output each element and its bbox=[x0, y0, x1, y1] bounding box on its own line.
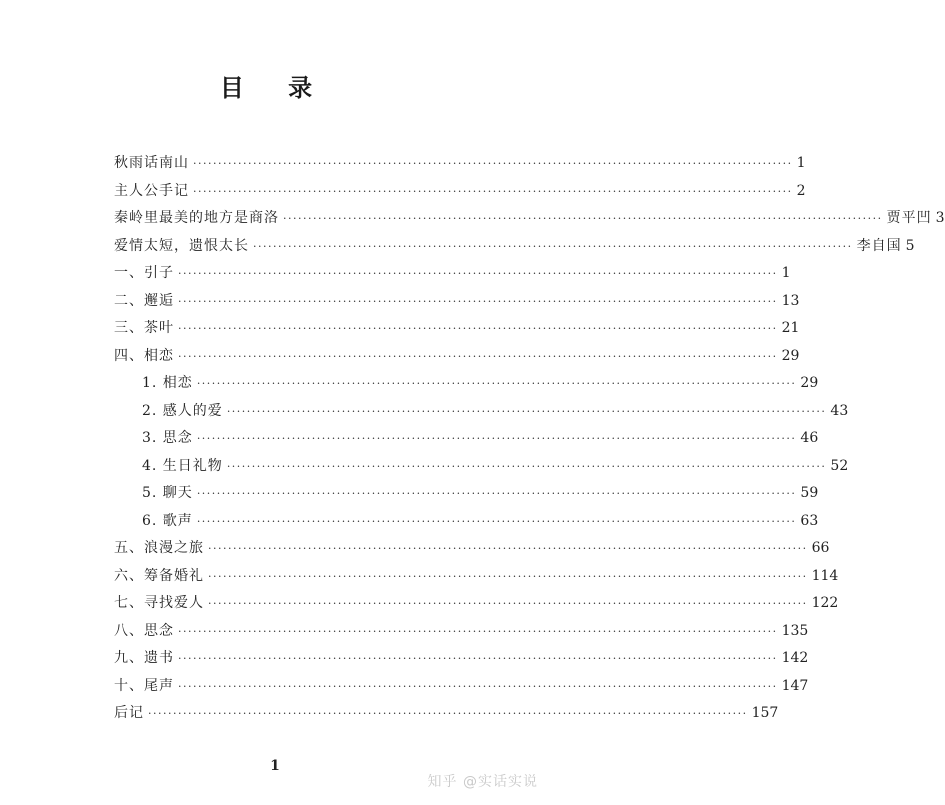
toc-entry bbox=[114, 178, 806, 206]
leader-dots: ························································································································ bbox=[178, 349, 778, 363]
toc-entry-title: 四、相恋 bbox=[114, 347, 174, 364]
toc-entry bbox=[114, 563, 839, 591]
toc-entry-title: 十、尾声 bbox=[114, 677, 174, 694]
toc-entry-page: 122 bbox=[811, 595, 839, 611]
toc-entry-page: 29 bbox=[800, 375, 819, 391]
toc-entry bbox=[114, 425, 819, 453]
toc-entry bbox=[114, 315, 800, 343]
toc-entry bbox=[114, 370, 819, 398]
toc-entry-title: 1. 相恋 bbox=[142, 375, 193, 391]
toc-entry-title: 八、思念 bbox=[114, 622, 174, 639]
toc-entry-page: 59 bbox=[800, 485, 819, 501]
toc-entry-title: 秋雨话南山 bbox=[114, 155, 189, 171]
toc-entry bbox=[114, 150, 806, 178]
toc-entry-title: 五、浪漫之旅 bbox=[114, 540, 204, 556]
toc-entry bbox=[114, 453, 849, 481]
toc-entry bbox=[114, 673, 809, 701]
toc-entry-title: 六、筹备婚礼 bbox=[114, 567, 204, 584]
toc-entry-page: 46 bbox=[800, 430, 819, 446]
toc-entry-title: 九、遗书 bbox=[114, 650, 174, 666]
toc-entry-title: 2. 感人的爱 bbox=[142, 402, 223, 419]
toc-entry-page: 157 bbox=[751, 705, 779, 721]
toc-entry-page: 142 bbox=[781, 650, 809, 666]
toc-entry bbox=[114, 508, 819, 536]
leader-dots: ························································································································ bbox=[193, 184, 793, 198]
toc-entry bbox=[114, 700, 779, 728]
toc-entry-page: 43 bbox=[830, 402, 849, 419]
leader-dots: ························································································································ bbox=[226, 404, 827, 418]
leader-dots: ························································································································ bbox=[196, 514, 797, 528]
toc-entry bbox=[114, 618, 809, 646]
toc-entry bbox=[114, 343, 800, 371]
leader-dots: ························································································································ bbox=[208, 597, 808, 610]
leader-dots: ························································································································ bbox=[178, 267, 778, 280]
toc-entry-title: 二、邂逅 bbox=[114, 292, 174, 309]
toc-entry-title: 爱情太短，遗恨太长 bbox=[114, 237, 249, 254]
page-title: 目 录 bbox=[219, 73, 331, 102]
leader-dots: ························································································································ bbox=[178, 294, 778, 308]
page-number: 1 bbox=[270, 758, 280, 774]
toc-entry bbox=[114, 398, 849, 426]
toc-entry bbox=[114, 645, 809, 673]
leader-dots: ························································································································ bbox=[196, 432, 797, 445]
leader-dots: ························································································································ bbox=[196, 487, 797, 500]
leader-dots: ························································································································ bbox=[208, 542, 808, 555]
toc-entry-title: 3. 思念 bbox=[142, 430, 193, 446]
leader-dots: ························································································································ bbox=[226, 459, 827, 473]
toc-entry-page: 5 bbox=[905, 237, 915, 254]
leader-dots: ························································································································ bbox=[253, 239, 853, 253]
toc-entry-page: 1 bbox=[781, 265, 791, 281]
toc-entry-page: 52 bbox=[830, 457, 849, 474]
toc-entry bbox=[114, 233, 915, 261]
toc-entry-page: 147 bbox=[781, 677, 809, 694]
toc-entry-page: 1 bbox=[796, 155, 806, 171]
toc-entry-title: 秦岭里最美的地方是商洛 bbox=[114, 210, 279, 226]
toc-entry-title: 后记 bbox=[114, 705, 144, 721]
toc-entry bbox=[114, 205, 945, 233]
toc-entry-author: 李自国 bbox=[856, 237, 902, 254]
watermark: 知乎 @实话实说 bbox=[427, 774, 538, 790]
toc-entry bbox=[114, 288, 800, 316]
toc-entry-page: 63 bbox=[800, 512, 819, 529]
toc-entry-page: 2 bbox=[796, 182, 806, 199]
toc-entry-title: 主人公手记 bbox=[114, 182, 189, 199]
toc-entry-page: 135 bbox=[781, 622, 809, 639]
leader-dots: ························································································································ bbox=[196, 377, 797, 390]
toc-entry bbox=[114, 535, 830, 563]
toc-entry-title: 6. 歌声 bbox=[142, 512, 193, 529]
leader-dots: ························································································································ bbox=[283, 212, 883, 225]
toc-entry-title: 三、茶叶 bbox=[114, 320, 174, 336]
toc-entry-page: 21 bbox=[781, 320, 800, 336]
toc-entry-title: 七、寻找爱人 bbox=[114, 595, 204, 611]
toc-entry bbox=[114, 260, 791, 288]
leader-dots: ························································································································ bbox=[208, 569, 808, 583]
toc-entry-page: 3 bbox=[935, 210, 945, 226]
toc-entry-title: 一、引子 bbox=[114, 265, 174, 281]
leader-dots: ························································································································ bbox=[178, 679, 778, 693]
toc-entry-page: 13 bbox=[781, 292, 800, 309]
toc-entry-title: 4. 生日礼物 bbox=[142, 457, 223, 474]
toc-entry-page: 114 bbox=[811, 567, 839, 584]
leader-dots: ························································································································ bbox=[178, 322, 778, 335]
leader-dots: ························································································································ bbox=[178, 652, 778, 665]
toc-entry bbox=[114, 480, 819, 508]
table-of-contents bbox=[114, 150, 945, 728]
toc-entry-page: 29 bbox=[781, 347, 800, 364]
leader-dots: ························································································································ bbox=[148, 707, 748, 720]
toc-entry-author: 贾平凹 bbox=[886, 210, 932, 226]
leader-dots: ························································································································ bbox=[178, 624, 778, 638]
leader-dots: ························································································································ bbox=[193, 157, 793, 170]
toc-entry-title: 5. 聊天 bbox=[142, 485, 193, 501]
toc-entry bbox=[114, 590, 839, 618]
toc-entry-page: 66 bbox=[811, 540, 830, 556]
